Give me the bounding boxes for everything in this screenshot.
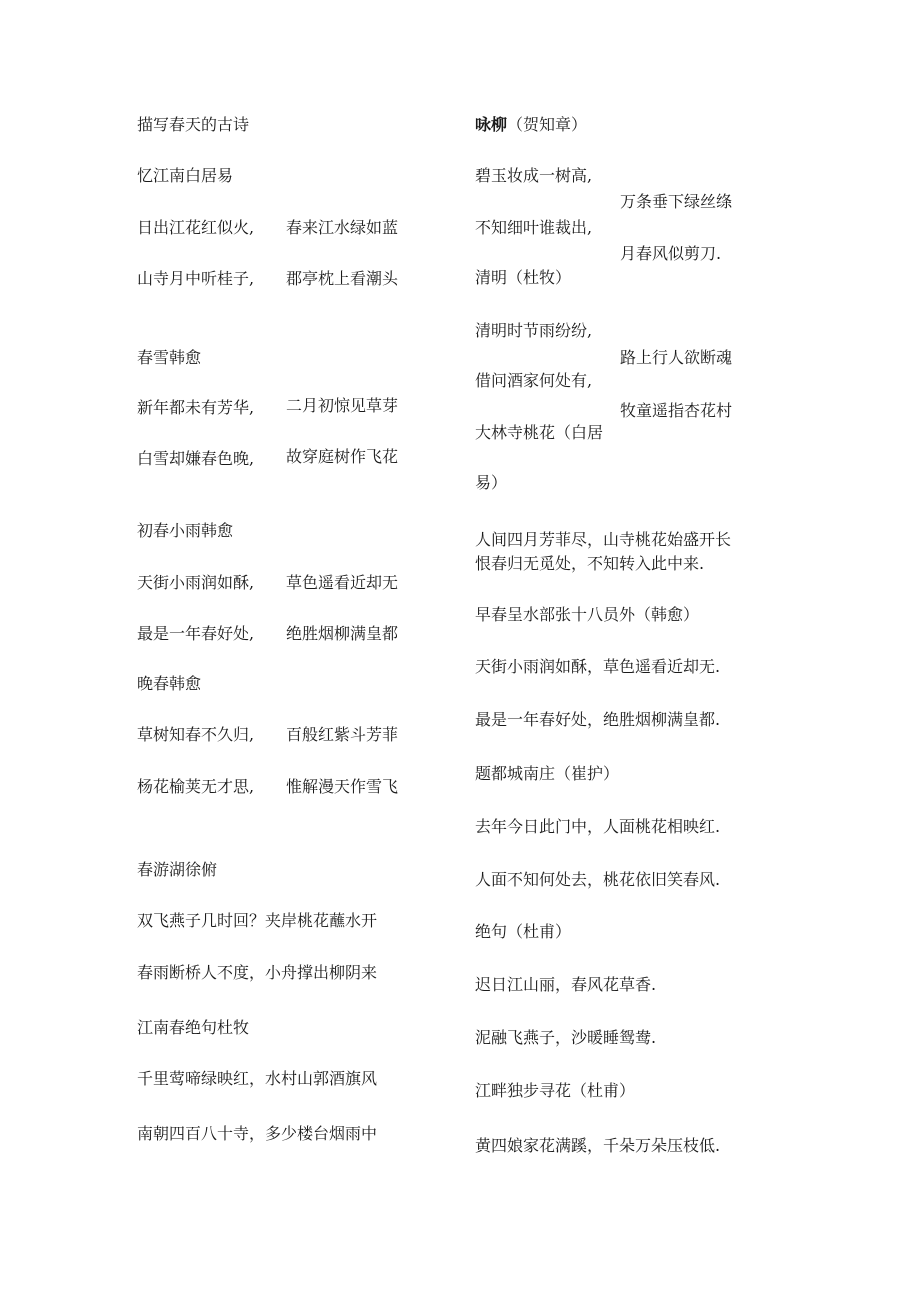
poem-line: 不知细叶谁裁出, — [475, 218, 593, 237]
poem-line: 泥融飞燕子，沙暖睡鸳鸯. — [475, 1028, 657, 1047]
poem-line: 百般红紫斗芳菲 — [286, 725, 399, 744]
poem-title: 初春小雨韩愈 — [137, 521, 234, 540]
poem-title — [475, 115, 587, 135]
poem-title: 春游湖徐俯 — [137, 860, 218, 879]
poem-line: 新年都未有芳华, — [137, 398, 255, 417]
poem-title-name: 咏柳 — [475, 115, 508, 134]
poem-line: 人面不知何处去，桃花依旧笑春风. — [475, 870, 721, 889]
poem-line: 南朝四百八十寺，多少楼台烟雨中 — [137, 1124, 378, 1143]
poem-line: 草色遥看近却无 — [286, 573, 399, 592]
poem-line: 牧童遥指杏花村 — [620, 401, 733, 420]
poem-line: 清明时节雨纷纷, — [475, 321, 593, 340]
poem-line: 路上行人欲断魂 — [620, 348, 733, 367]
poem-line: 二月初惊见草芽 — [286, 396, 399, 415]
poem-title-continued: 易） — [475, 473, 508, 492]
poem-line: 天街小雨润如酥, — [137, 573, 255, 592]
poem-line: 杨花榆荚无才思, — [137, 777, 255, 796]
poem-line: 天街小雨润如酥，草色遥看近却无. — [475, 657, 721, 676]
poem-line: 借问酒家何处有, — [475, 371, 593, 390]
poem-line: 最是一年春好处, — [137, 624, 255, 643]
poem-title-author: （贺知章） — [507, 115, 588, 134]
poem-line: 郡亭枕上看潮头 — [286, 269, 399, 288]
poem-line: 白雪却嫌春色晚, — [137, 449, 255, 468]
poem-line: 月春风似剪刀. — [620, 244, 722, 263]
poem-title: 大林寺桃花（白居 — [475, 423, 604, 442]
poem-line: 迟日江山丽，春风花草香. — [475, 975, 657, 994]
poem-line: 绝胜烟柳满皇都 — [286, 624, 399, 643]
poem-title: 清明（杜牧） — [475, 268, 572, 287]
poem-line: 惟解漫天作雪飞 — [286, 777, 399, 796]
poem-title: 江南春绝句杜牧 — [137, 1018, 250, 1037]
poem-line: 黄四娘家花满蹊，千朵万朵压枝低. — [475, 1136, 721, 1155]
poem-line: 日出江花红似火, — [137, 218, 255, 237]
poem-line: 去年今日此门中，人面桃花相映红. — [475, 817, 721, 836]
poem-title: 绝句（杜甫） — [475, 922, 572, 941]
poem-title: 江畔独步寻花（杜甫） — [475, 1081, 636, 1100]
poem-line: 山寺月中听桂子, — [137, 269, 255, 288]
poem-line: 千里莺啼绿映红，水村山郭酒旗风 — [137, 1069, 378, 1088]
poem-line: 最是一年春好处，绝胜烟柳满皇都. — [475, 710, 721, 729]
poem-line: 春来江水绿如蓝 — [286, 218, 399, 237]
poem-line: 春雨断桥人不度，小舟撑出柳阴来 — [137, 963, 378, 982]
document-title: 描写春天的古诗 — [137, 115, 250, 134]
poem-title: 春雪韩愈 — [137, 348, 202, 367]
poem-line: 双飞燕子几时回？夹岸桃花蘸水开 — [137, 911, 378, 930]
poem-title: 早春呈水部张十八员外（韩愈） — [475, 605, 700, 624]
poem-title: 忆江南白居易 — [137, 166, 234, 185]
poem-line: 恨春归无觅处，不知转入此中来. — [475, 554, 705, 573]
poem-title: 题都城南庄（崔护） — [475, 764, 620, 783]
poem-line: 万条垂下绿丝绦 — [620, 192, 733, 211]
poem-line: 故穿庭树作飞花 — [286, 447, 399, 466]
poem-line: 碧玉妆成一树高, — [475, 166, 593, 185]
poem-title: 晚春韩愈 — [137, 674, 202, 693]
poem-line: 人间四月芳菲尽，山寺桃花始盛开长 — [475, 530, 732, 549]
poem-line: 草树知春不久归, — [137, 725, 255, 744]
